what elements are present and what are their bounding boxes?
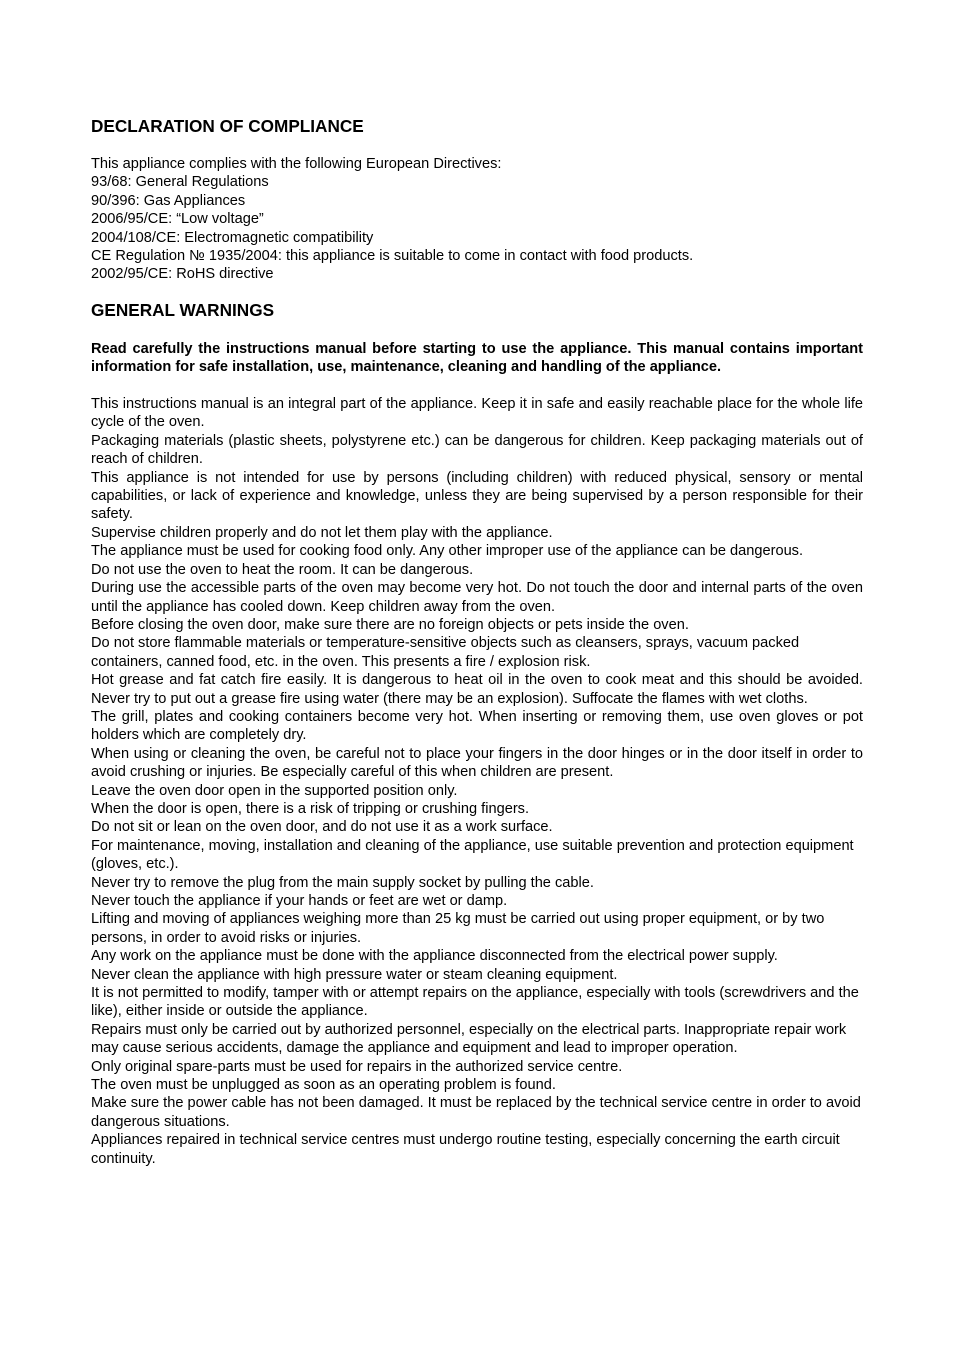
compliance-line: 2006/95/CE: “Low voltage” — [91, 211, 264, 228]
compliance-line: CE Regulation № 1935/2004: this appliance is suitable to come in contact with food products. — [91, 248, 694, 265]
warning-paragraph: The appliance must be used for cooking food only. Any other improper use of the appliance can be dangerous. — [91, 543, 804, 560]
compliance-line: 2002/95/CE: RoHS directive — [91, 266, 274, 283]
warning-paragraph: The oven must be unplugged as soon as an operating problem is found. — [91, 1077, 556, 1094]
warning-paragraph: Only original spare-parts must be used for repairs in the authorized service centre. — [91, 1058, 623, 1075]
compliance-line: 90/396: Gas Appliances — [91, 192, 246, 209]
warning-paragraph: Leave the oven door open in the supported position only. — [91, 782, 458, 799]
warning-paragraph: Never try to remove the plug from the main supply socket by pulling the cable. — [91, 874, 594, 891]
warning-paragraph: Do not store flammable materials or temperature-sensitive objects such as cleansers, sprays, vacuum packed containers, canned food, etc. in the oven. This presents a fire / explosion risk. — [91, 635, 800, 670]
warning-paragraph: Repairs must only be carried out by authorized personnel, especially on the electrical parts. Inappropriate repair work may cause serious accidents, damage the appliance and equipment and lead to improper operation. — [91, 1021, 847, 1057]
warning-paragraph: This instructions manual is an integral part of the appliance. Keep it in safe and easily reachable place for the whole life cycle of the oven. — [91, 396, 863, 431]
warning-paragraph: Never clean the appliance with high pressure water or steam cleaning equipment. — [91, 966, 618, 983]
warning-paragraph: Supervise children properly and do not let them play with the appliance. — [91, 524, 553, 541]
compliance-line: This appliance complies with the following European Directives: — [91, 156, 502, 172]
warning-paragraph: When using or cleaning the oven, be careful not to place your fingers in the door hinges or in the door itself in order to avoid crushing or injuries. Be especially careful of this when children are present. — [91, 745, 863, 781]
warning-paragraph: Before closing the oven door, make sure there are no foreign objects or pets inside the oven. — [91, 616, 689, 633]
warning-paragraph: It is not permitted to modify, tamper with or attempt repairs on the appliance, especially with tools (screwdrivers and the like), either inside or outside the appliance. — [91, 985, 859, 1020]
compliance-line: 93/68: General Regulations — [91, 174, 269, 191]
warning-paragraph: During use the accessible parts of the oven may become very hot. Do not touch the door and internal parts of the oven until the appliance has cooled down. Keep children away from the oven. — [91, 580, 863, 615]
warning-paragraph: When the door is open, there is a risk of tripping or crushing fingers. — [91, 800, 530, 817]
warning-paragraph: Never touch the appliance if your hands or feet are wet or damp. — [91, 893, 508, 910]
manual-page — [91, 116, 863, 1168]
warning-paragraph: Make sure the power cable has not been damaged. It must be replaced by the technical service centre in order to avoid dangerous situations. — [91, 1095, 861, 1130]
warning-paragraph: Lifting and moving of appliances weighing more than 25 kg must be carried out using proper equipment, or by two persons, in order to avoid risks or injuries. — [91, 911, 825, 946]
warning-paragraph: Do not sit or lean on the oven door, and do not use it as a work surface. — [91, 819, 553, 836]
warning-paragraph: Hot grease and fat catch fire easily. It is dangerous to heat oil in the oven to cook meat and this should be avoided. Never try to put out a grease fire using water (there may be an explosion). Suffocate the flames with wet cloths. — [91, 672, 863, 707]
warning-paragraph: Any work on the appliance must be done with the appliance disconnected from the electrical power supply. — [91, 948, 778, 965]
warnings-list — [91, 395, 863, 1168]
warning-paragraph: Do not use the oven to heat the room. It can be dangerous. — [91, 561, 474, 578]
compliance-list — [91, 155, 863, 284]
warning-paragraph: Appliances repaired in technical service centres must undergo routine testing, especially concerning the earth circuit continuity. — [91, 1132, 840, 1167]
compliance-line: 2004/108/CE: Electromagnetic compatibility — [91, 229, 374, 246]
warning-paragraph: This appliance is not intended for use by persons (including children) with reduced physical, sensory or mental capabilities, or lack of experience and knowledge, unless they are being supervised by a person responsible for their safety. — [91, 469, 863, 523]
warning-paragraph: Packaging materials (plastic sheets, polystyrene etc.) can be dangerous for children. Keep packaging materials out of reach of children. — [91, 432, 863, 468]
warnings-intro: Read carefully the instructions manual before starting to use the appliance. This manual contains important information for safe installation, use, maintenance, cleaning and handling of the appliance. — [91, 340, 863, 376]
warnings-heading: GENERAL WARNINGS — [91, 299, 275, 320]
warning-paragraph: The grill, plates and cooking containers become very hot. When inserting or removing them, use oven gloves or pot holders which are completely dry. — [91, 708, 863, 744]
compliance-heading: DECLARATION OF COMPLIANCE — [91, 116, 364, 136]
warning-paragraph: For maintenance, moving, installation and cleaning of the appliance, use suitable prevention and protection equipment (gloves, etc.). — [91, 837, 854, 873]
